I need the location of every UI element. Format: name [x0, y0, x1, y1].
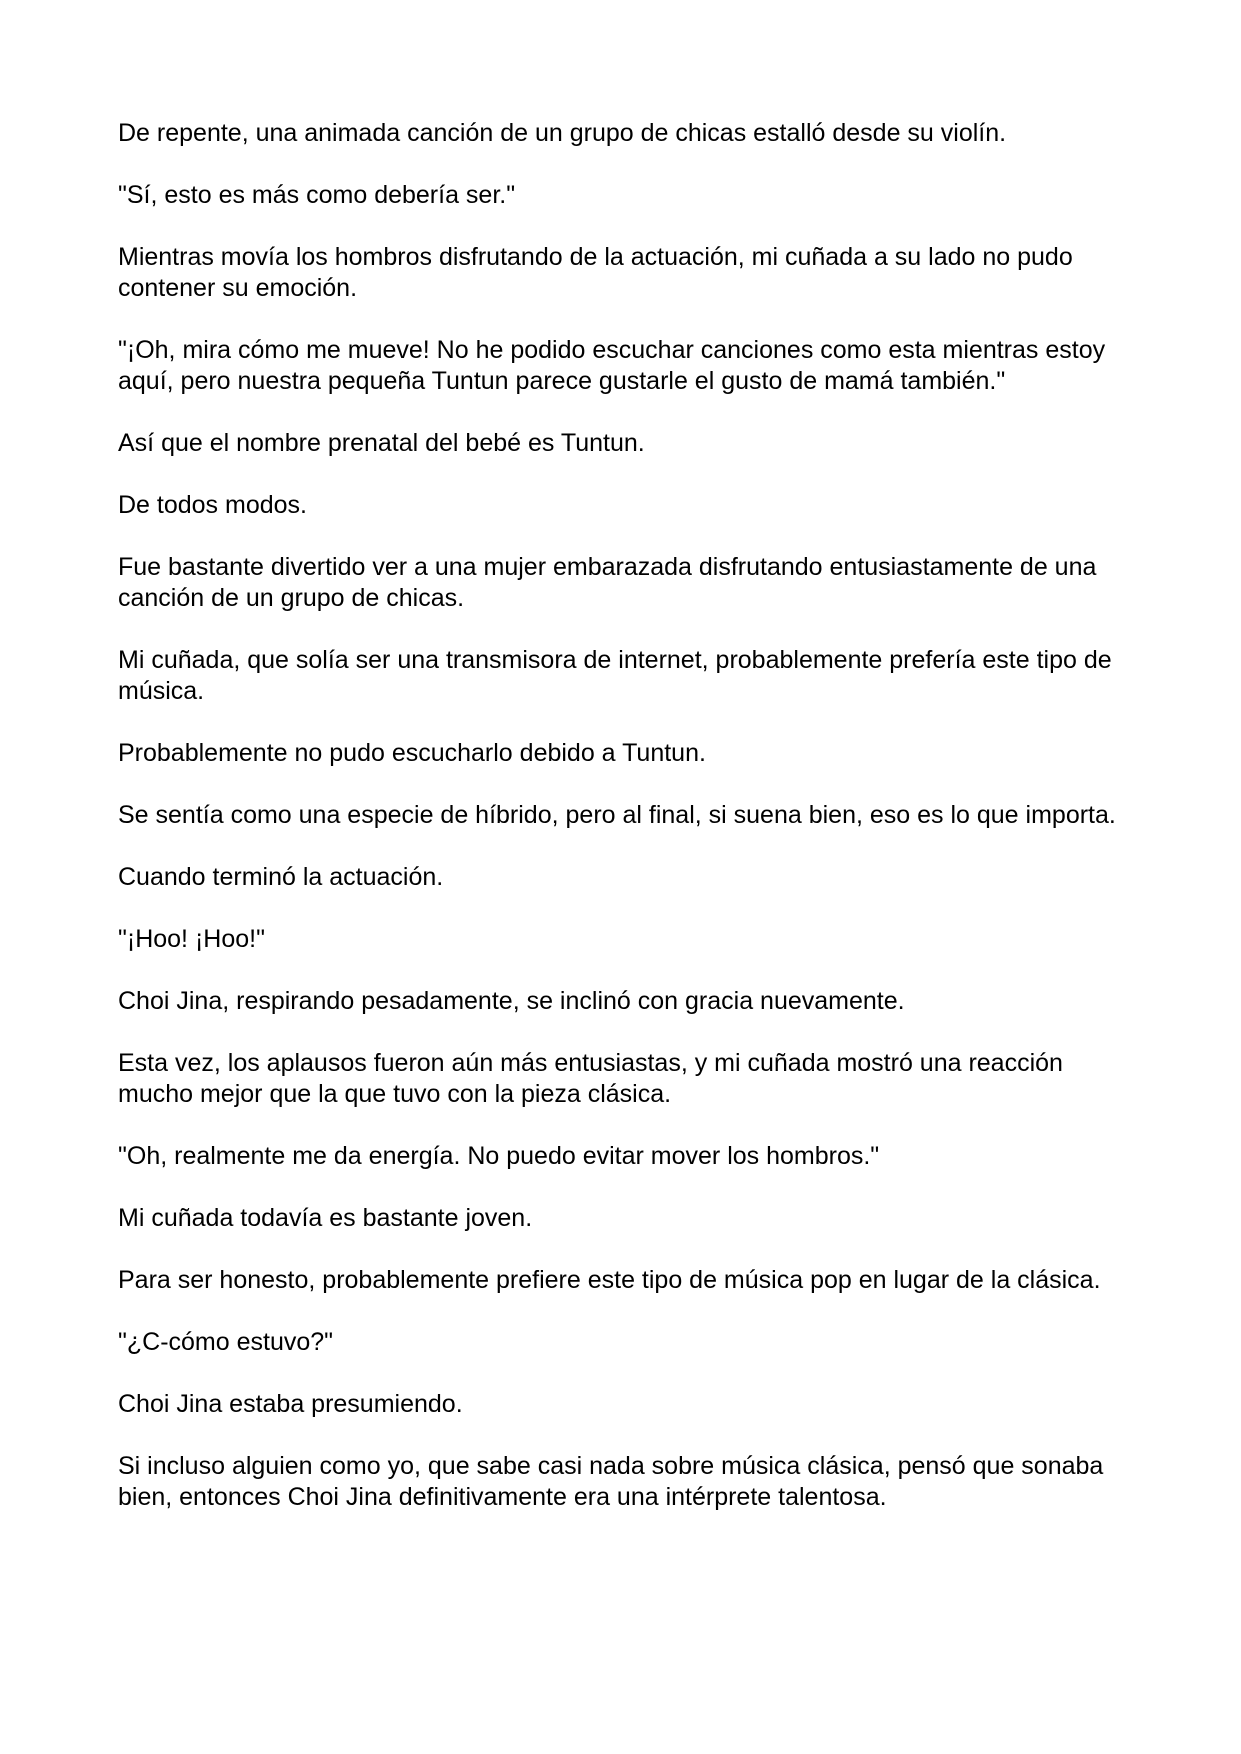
paragraph: Fue bastante divertido ver a una mujer embarazada disfrutando entusiastamente de una canción de un grupo de chicas.: [118, 553, 1097, 612]
paragraph: "¡Hoo! ¡Hoo!": [118, 925, 265, 953]
paragraph: De todos modos.: [118, 491, 307, 519]
paragraph: Mi cuñada, que solía ser una transmisora de internet, probablemente prefería este tipo de música.: [118, 646, 1112, 705]
paragraph: Así que el nombre prenatal del bebé es Tuntun.: [118, 429, 645, 457]
paragraph: "Sí, esto es más como debería ser.": [118, 181, 516, 209]
paragraph: "Oh, realmente me da energía. No puedo evitar mover los hombros.": [118, 1142, 880, 1170]
paragraph: Mientras movía los hombros disfrutando de la actuación, mi cuñada a su lado no pudo contener su emoción.: [118, 243, 1073, 302]
paragraph: Mi cuñada todavía es bastante joven.: [118, 1204, 533, 1232]
paragraph: De repente, una animada canción de un grupo de chicas estalló desde su violín.: [118, 119, 1007, 147]
paragraph: Esta vez, los aplausos fueron aún más entusiastas, y mi cuñada mostró una reacción mucho mejor que la que tuvo con la pieza clásica.: [118, 1049, 1063, 1108]
paragraph: "¿C-cómo estuvo?": [118, 1328, 334, 1356]
paragraph: Se sentía como una especie de híbrido, pero al final, si suena bien, eso es lo que importa.: [118, 801, 1116, 829]
paragraph: Probablemente no pudo escucharlo debido a Tuntun.: [118, 739, 706, 767]
paragraph: Si incluso alguien como yo, que sabe casi nada sobre música clásica, pensó que sonaba bien, entonces Choi Jina definitivamente era una intérprete talentosa.: [118, 1452, 1104, 1511]
document-body: [118, 118, 1128, 1544]
paragraph: Choi Jina, respirando pesadamente, se inclinó con gracia nuevamente.: [118, 987, 905, 1015]
paragraph: Choi Jina estaba presumiendo.: [118, 1390, 463, 1418]
paragraph: Para ser honesto, probablemente prefiere este tipo de música pop en lugar de la clásica.: [118, 1266, 1101, 1294]
paragraph: "¡Oh, mira cómo me mueve! No he podido escuchar canciones como esta mientras estoy aquí, pero nuestra pequeña Tuntun parece gustarle el gusto de mamá también.": [118, 336, 1106, 395]
paragraph: Cuando terminó la actuación.: [118, 863, 444, 891]
